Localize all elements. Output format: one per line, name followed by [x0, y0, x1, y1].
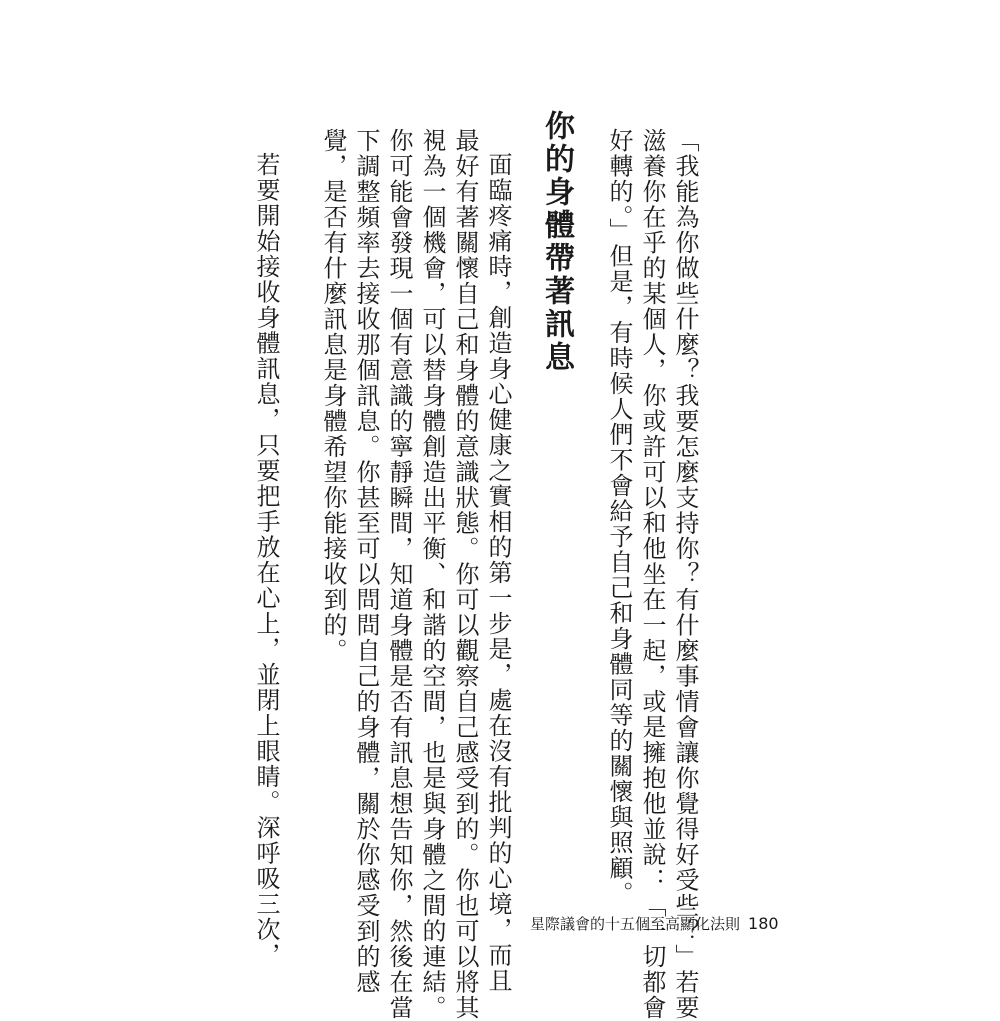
- page-footer: [530, 913, 779, 934]
- text-column-7: 你可能會發現一個有意識的寧靜瞬間，知道身體是否有訊息想告知你，然後在當: [385, 128, 413, 1021]
- text-column-2: 滋養你在乎的某個人，你或許可以和他坐在一起，或是擁抱他並說：「一切都會: [638, 128, 666, 1021]
- section-heading: 你的身體帶著訊息: [539, 110, 574, 374]
- book-title: 星際議會的十五個至高顯化法則: [530, 915, 741, 933]
- text-column-8: 下調整頻率去接收那個訊息。你甚至可以問問自己的身體，關於你感受到的感: [352, 128, 380, 995]
- text-column-5: 最好有著關懷自己和身體的意識狀態。你可以觀察自己感受到的。你也可以將其: [451, 128, 479, 1021]
- page-number: 180: [748, 914, 779, 933]
- text-column-4: 面臨疼痛時，創造身心健康之實相的第一步是，處在沒有批判的心境，而且: [484, 152, 512, 994]
- text-column-9: 覺，是否有什麼訊息是身體希望你能接收到的。: [319, 128, 347, 664]
- text-column-3: 好轉的。」但是，有時候人們不會給予自己和身體同等的關懷與照顧。: [605, 128, 633, 907]
- text-column-1: 「我能為你做些什麼？我要怎麼支持你？有什麼事情會讓你覺得好受些？」若要: [671, 128, 699, 1021]
- text-column-6: 視為一個機會，可以替身體創造出平衡、和諧的空間，也是與身體之間的連結。: [418, 128, 446, 1021]
- text-column-10: 若要開始接收身體訊息，只要把手放在心上，並閉上眼睛。深呼吸三次，: [252, 152, 280, 968]
